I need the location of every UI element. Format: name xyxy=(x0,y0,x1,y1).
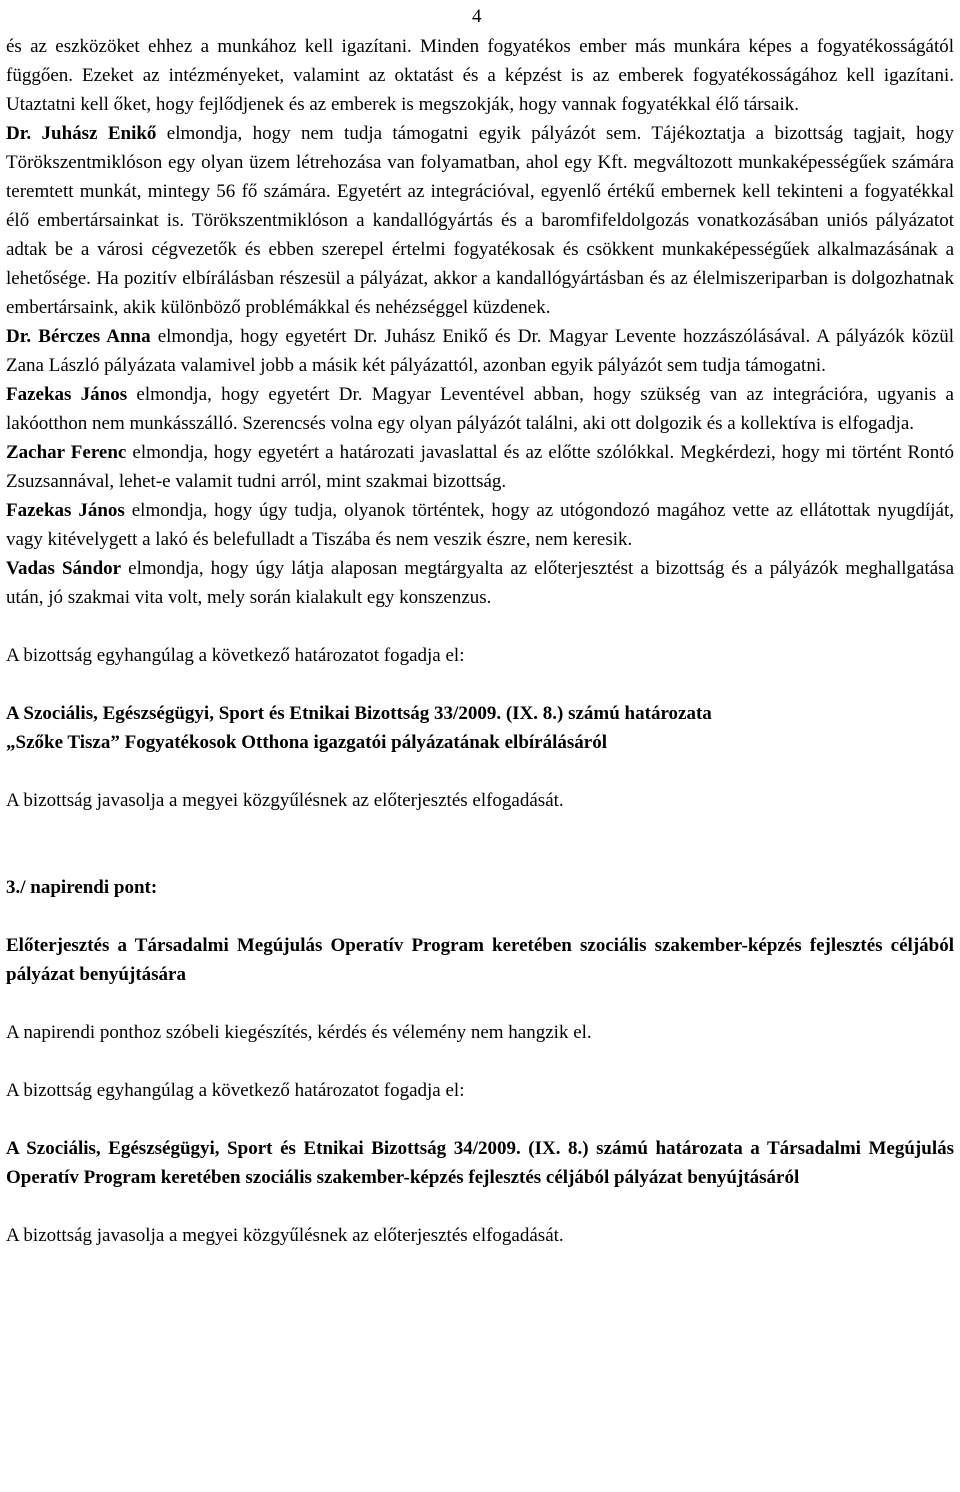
page-number: 4 xyxy=(472,6,482,27)
recommendation: A bizottság javasolja a megyei közgyűlésnek az előterjesztés elfogadását. xyxy=(6,790,564,811)
decision-intro: A bizottság egyhangúlag a következő határozatot fogadja el: xyxy=(6,645,465,666)
speaker-name: Fazekas János xyxy=(6,500,125,521)
speaker-name: Fazekas János xyxy=(6,384,128,405)
paragraph-text: elmondja, hogy egyetért a határozati javaslattal és az előtte szólókkal. Megkérdezi, hogy mi történt Rontó Zsuzsannával, lehet-e valamit tudni arról, mint szakmai bizottság. xyxy=(6,442,954,492)
paragraph-text: elmondja, hogy egyetért Dr. Magyar Leventével abban, hogy szükség van az integrációra, ugyanis a lakóotthon nem munkásszálló. Szerencsés volna egy olyan pályázót találni, aki ott dolgozik és a kollektíva is elfogadja. xyxy=(6,384,954,434)
resolution-title: A Szociális, Egészségügyi, Sport és Etnikai Bizottság 34/2009. (IX. 8.) számú határozata a Társadalmi Megújulás Operatív Program keretében szociális szakember-képzés fejlesztés céljából pályázat benyújtásáról xyxy=(6,1138,954,1188)
paragraph-text: elmondja, hogy úgy látja alaposan megtárgyalta az előterjesztést a bizottság és a pályázók meghallgatása után, jó szakmai vita volt, mely során kialakult egy konszenzus. xyxy=(6,558,955,608)
decision-intro: A bizottság egyhangúlag a következő határozatot fogadja el: xyxy=(6,1080,465,1101)
paragraph-berczes xyxy=(6,322,954,380)
recommendation: A bizottság javasolja a megyei közgyűlésnek az előterjesztés elfogadását. xyxy=(6,1225,564,1246)
resolution-title: A Szociális, Egészségügyi, Sport és Etnikai Bizottság 33/2009. (IX. 8.) számú határozata xyxy=(6,703,712,724)
paragraph-continuation: és az eszközöket ehhez a munkához kell igazítani. Minden fogyatékos ember más munkára képes a fogyatékosságától függően. Ezeket az intézményeket, valamint az oktatást és a képzést is az emberek fogyatékosságához kell igazítani. Utaztatni kell őket, hogy fejlődjenek és az emberek is megszokják, hogy vannak fogyatékkal élő társaik. xyxy=(6,36,954,115)
paragraph-zachar xyxy=(6,438,954,496)
paragraph-juhasz xyxy=(6,119,954,322)
speaker-name: Vadas Sándor xyxy=(6,558,122,579)
paragraph-text: elmondja, hogy nem tudja támogatni egyik pályázót sem. Tájékoztatja a bizottság tagjait, hogy Törökszentmiklóson egy olyan üzem létrehozása van folyamatban, ahol egy Kft. megváltozott munkaképességűek számára teremtett munkát, mintegy 56 fő számára. Egyetért az integrációval, egyenlő értékű embernek kell tekinteni a fogyatékkal élő embertársainkat is. Törökszentmiklóson a kandallógyártás és a baromfifeldolgozás vonatkozásában uniós pályázatot adtak be a városi cégvezetők és ebben szerepel értelmi fogyatékosak és csökkent munkaképességűek alkalmazásának a lehetősége. Ha pozitív elbírálásban részesül a pályázat, akkor a kandallógyártásban és az élelmiszeriparban is dolgozhatnak embertársaink, akik különböző problémákkal és nehézséggel küzdenek. xyxy=(6,123,954,318)
agenda-point-heading: 3./ napirendi pont: xyxy=(6,877,158,898)
speaker-name: Dr. Bérczes Anna xyxy=(6,326,151,347)
paragraph-fazekas-1 xyxy=(6,380,954,438)
paragraph-vadas xyxy=(6,554,954,612)
paragraph-text: elmondja, hogy egyetért Dr. Juhász Enikő és Dr. Magyar Levente hozzászólásával. A pályázók közül Zana László pályázata valamivel jobb a másik két pályázattól, azonban egyik pályázót sem tudja támogatni. xyxy=(6,326,954,376)
paragraph-fazekas-2 xyxy=(6,496,954,554)
speaker-name: Dr. Juhász Enikő xyxy=(6,123,157,144)
paragraph-text: elmondja, hogy úgy tudja, olyanok történtek, hogy az utógondozó magához vette az ellátottak nyugdíját, vagy kitévelygett a lakó és belefulladt a Tiszába és nem veszik észre, nem keresik. xyxy=(6,500,954,550)
agenda-note: A napirendi ponthoz szóbeli kiegészítés, kérdés és vélemény nem hangzik el. xyxy=(6,1022,592,1043)
agenda-title: Előterjesztés a Társadalmi Megújulás Operatív Program keretében szociális szakember-képzés fejlesztés céljából pályázat benyújtására xyxy=(6,935,954,985)
speaker-name: Zachar Ferenc xyxy=(6,442,127,463)
resolution-subject: „Szőke Tisza” Fogyatékosok Otthona igazgatói pályázatának elbírálásáról xyxy=(6,732,607,753)
